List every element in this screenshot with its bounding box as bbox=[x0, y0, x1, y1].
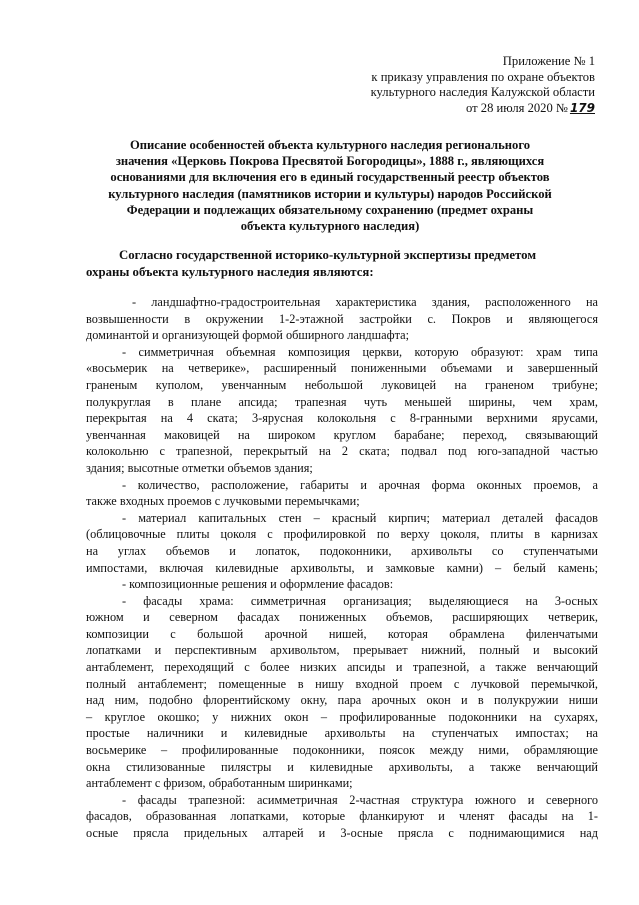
body-line: композиции с большой арочной нишей, которая обрамлена филенчатыми bbox=[86, 626, 598, 641]
body-line: граненым куполом, увенчанным небольшой луковицей на граненом трибуне; bbox=[86, 377, 598, 392]
body-line: доминантой и организующей формой обширного ландшафта; bbox=[86, 328, 409, 343]
appendix-title: Приложение № 1 bbox=[502, 54, 595, 68]
title-line: Описание особенностей объекта культурного наследия регионального bbox=[129, 138, 531, 152]
document-title bbox=[60, 137, 600, 234]
body-line: здания; высотные отметки объемов здания; bbox=[86, 460, 313, 475]
subject-line: охраны объекта культурного наследия являются: bbox=[86, 264, 374, 279]
body-line: восьмерике – профилированные подоконники, поясок между ними, обрамляющие bbox=[86, 743, 598, 758]
body-line: фасадов, образованная лопатками, которые фланкируют и членят фасады на 1- bbox=[86, 809, 598, 824]
appendix-date: от 28 июля 2020 № bbox=[466, 100, 568, 115]
protection-subject-heading bbox=[86, 247, 606, 280]
body-line: лопатками и перспективным архивольтом, прерывает нижний, полный и высокий bbox=[86, 643, 598, 658]
body-line: окна стилизованные пилястры и килевидные архивольты, а также венчающий bbox=[86, 759, 598, 774]
body-line: полукруглая в плане апсида; трапезная чуть меньшей ширины, чем храм, bbox=[86, 394, 598, 409]
body-line: - фасады трапезной: асимметричная 2-частная структура южного и северного bbox=[122, 792, 598, 807]
body-line: возвышенности в окружении 1-2-этажной застройки с. Покров и являющегося bbox=[86, 311, 598, 326]
appendix-date-line bbox=[305, 101, 595, 117]
body-line: импостами, включая килевидные архивольты, и замковые камни) – белый камень; bbox=[86, 560, 598, 575]
body-line: (облицовочные плиты цоколя с профилировкой по верху цоколя, плиты в карнизах bbox=[86, 527, 598, 542]
body-line: - фасады храма: симметричная организация; выделяющиеся на 3-осных bbox=[122, 593, 598, 608]
body-line: - количество, расположение, габариты и арочная форма оконных проемов, а bbox=[122, 477, 598, 492]
body-line: простые наличники и килевидные архивольты на ступенчатых импостах; на bbox=[86, 726, 598, 741]
body-line: южном и северном фасадах пониженных объемов, расширяющих четверик, bbox=[86, 610, 598, 625]
appendix-header bbox=[305, 54, 595, 116]
body-line: колокольню с трапезной, перекрытый на 2 ската; подвал под юго-западной частью bbox=[86, 444, 598, 459]
title-line: объекта культурного наследия) bbox=[240, 219, 420, 234]
order-number: 179 bbox=[569, 100, 595, 115]
body-line: антаблемент, переходящий с более низких апсиды и трапезной, а также венчающий bbox=[86, 660, 598, 675]
body-line: - ландшафтно-градостроительная характеристика здания, расположенного на bbox=[132, 295, 598, 309]
body-line: на углах объемов и лопаток, подоконники, архивольты со ступенчатыми bbox=[86, 543, 598, 558]
body-line: увенчанная маковицей на широком круглом барабане; переход, связывающий bbox=[86, 427, 598, 442]
body-line: «восьмерик на четверике», расширенный пониженными объемами и завершенный bbox=[86, 361, 598, 376]
title-line: культурного наследия (памятников истории и культуры) народов Российской bbox=[108, 186, 552, 201]
body-line: – круглое окошко; у нижних окон – профилированные подоконники на сухарях, bbox=[86, 709, 598, 724]
body-line: антаблемент с фризом, обработанным ширинками; bbox=[86, 776, 353, 791]
document-body bbox=[86, 294, 598, 842]
appendix-order-ref: к приказу управления по охране объектов bbox=[371, 69, 595, 84]
body-line: также входных проемов с лучковыми перемычками; bbox=[86, 494, 360, 509]
subject-line: Согласно государственной историко-культурной экспертизы предметом bbox=[119, 248, 537, 262]
title-line: основаниями для включения его в единый государственный реестр объектов bbox=[110, 170, 550, 185]
title-line: Федерации и подлежащих обязательному сохранению (предмет охраны bbox=[126, 202, 534, 217]
body-line: - симметричная объемная композиция церкви, которую образуют: храм типа bbox=[122, 344, 598, 359]
body-line: - материал капитальных стен – красный кирпич; материал деталей фасадов bbox=[122, 510, 598, 525]
body-line: осные прясла придельных алтарей и 3-осные прясла с поднимающимися над bbox=[86, 826, 598, 840]
body-line: над ним, подобно флорентийскому окну, пара арочных окон и в полукружии ниши bbox=[86, 693, 598, 708]
body-line: полный антаблемент; помещенные в нишу входной проем с лучковой перемычкой, bbox=[86, 676, 598, 691]
appendix-authority: культурного наследия Калужской области bbox=[370, 85, 595, 100]
title-line: значения «Церковь Покрова Пресвятой Богородицы», 1888 г., являющихся bbox=[115, 154, 545, 169]
body-line: - композиционные решения и оформление фасадов: bbox=[122, 577, 394, 592]
body-line: перекрытая на 4 ската; 3-ярусная колокольня с 8-гранными верхними ярусами, bbox=[86, 411, 598, 426]
